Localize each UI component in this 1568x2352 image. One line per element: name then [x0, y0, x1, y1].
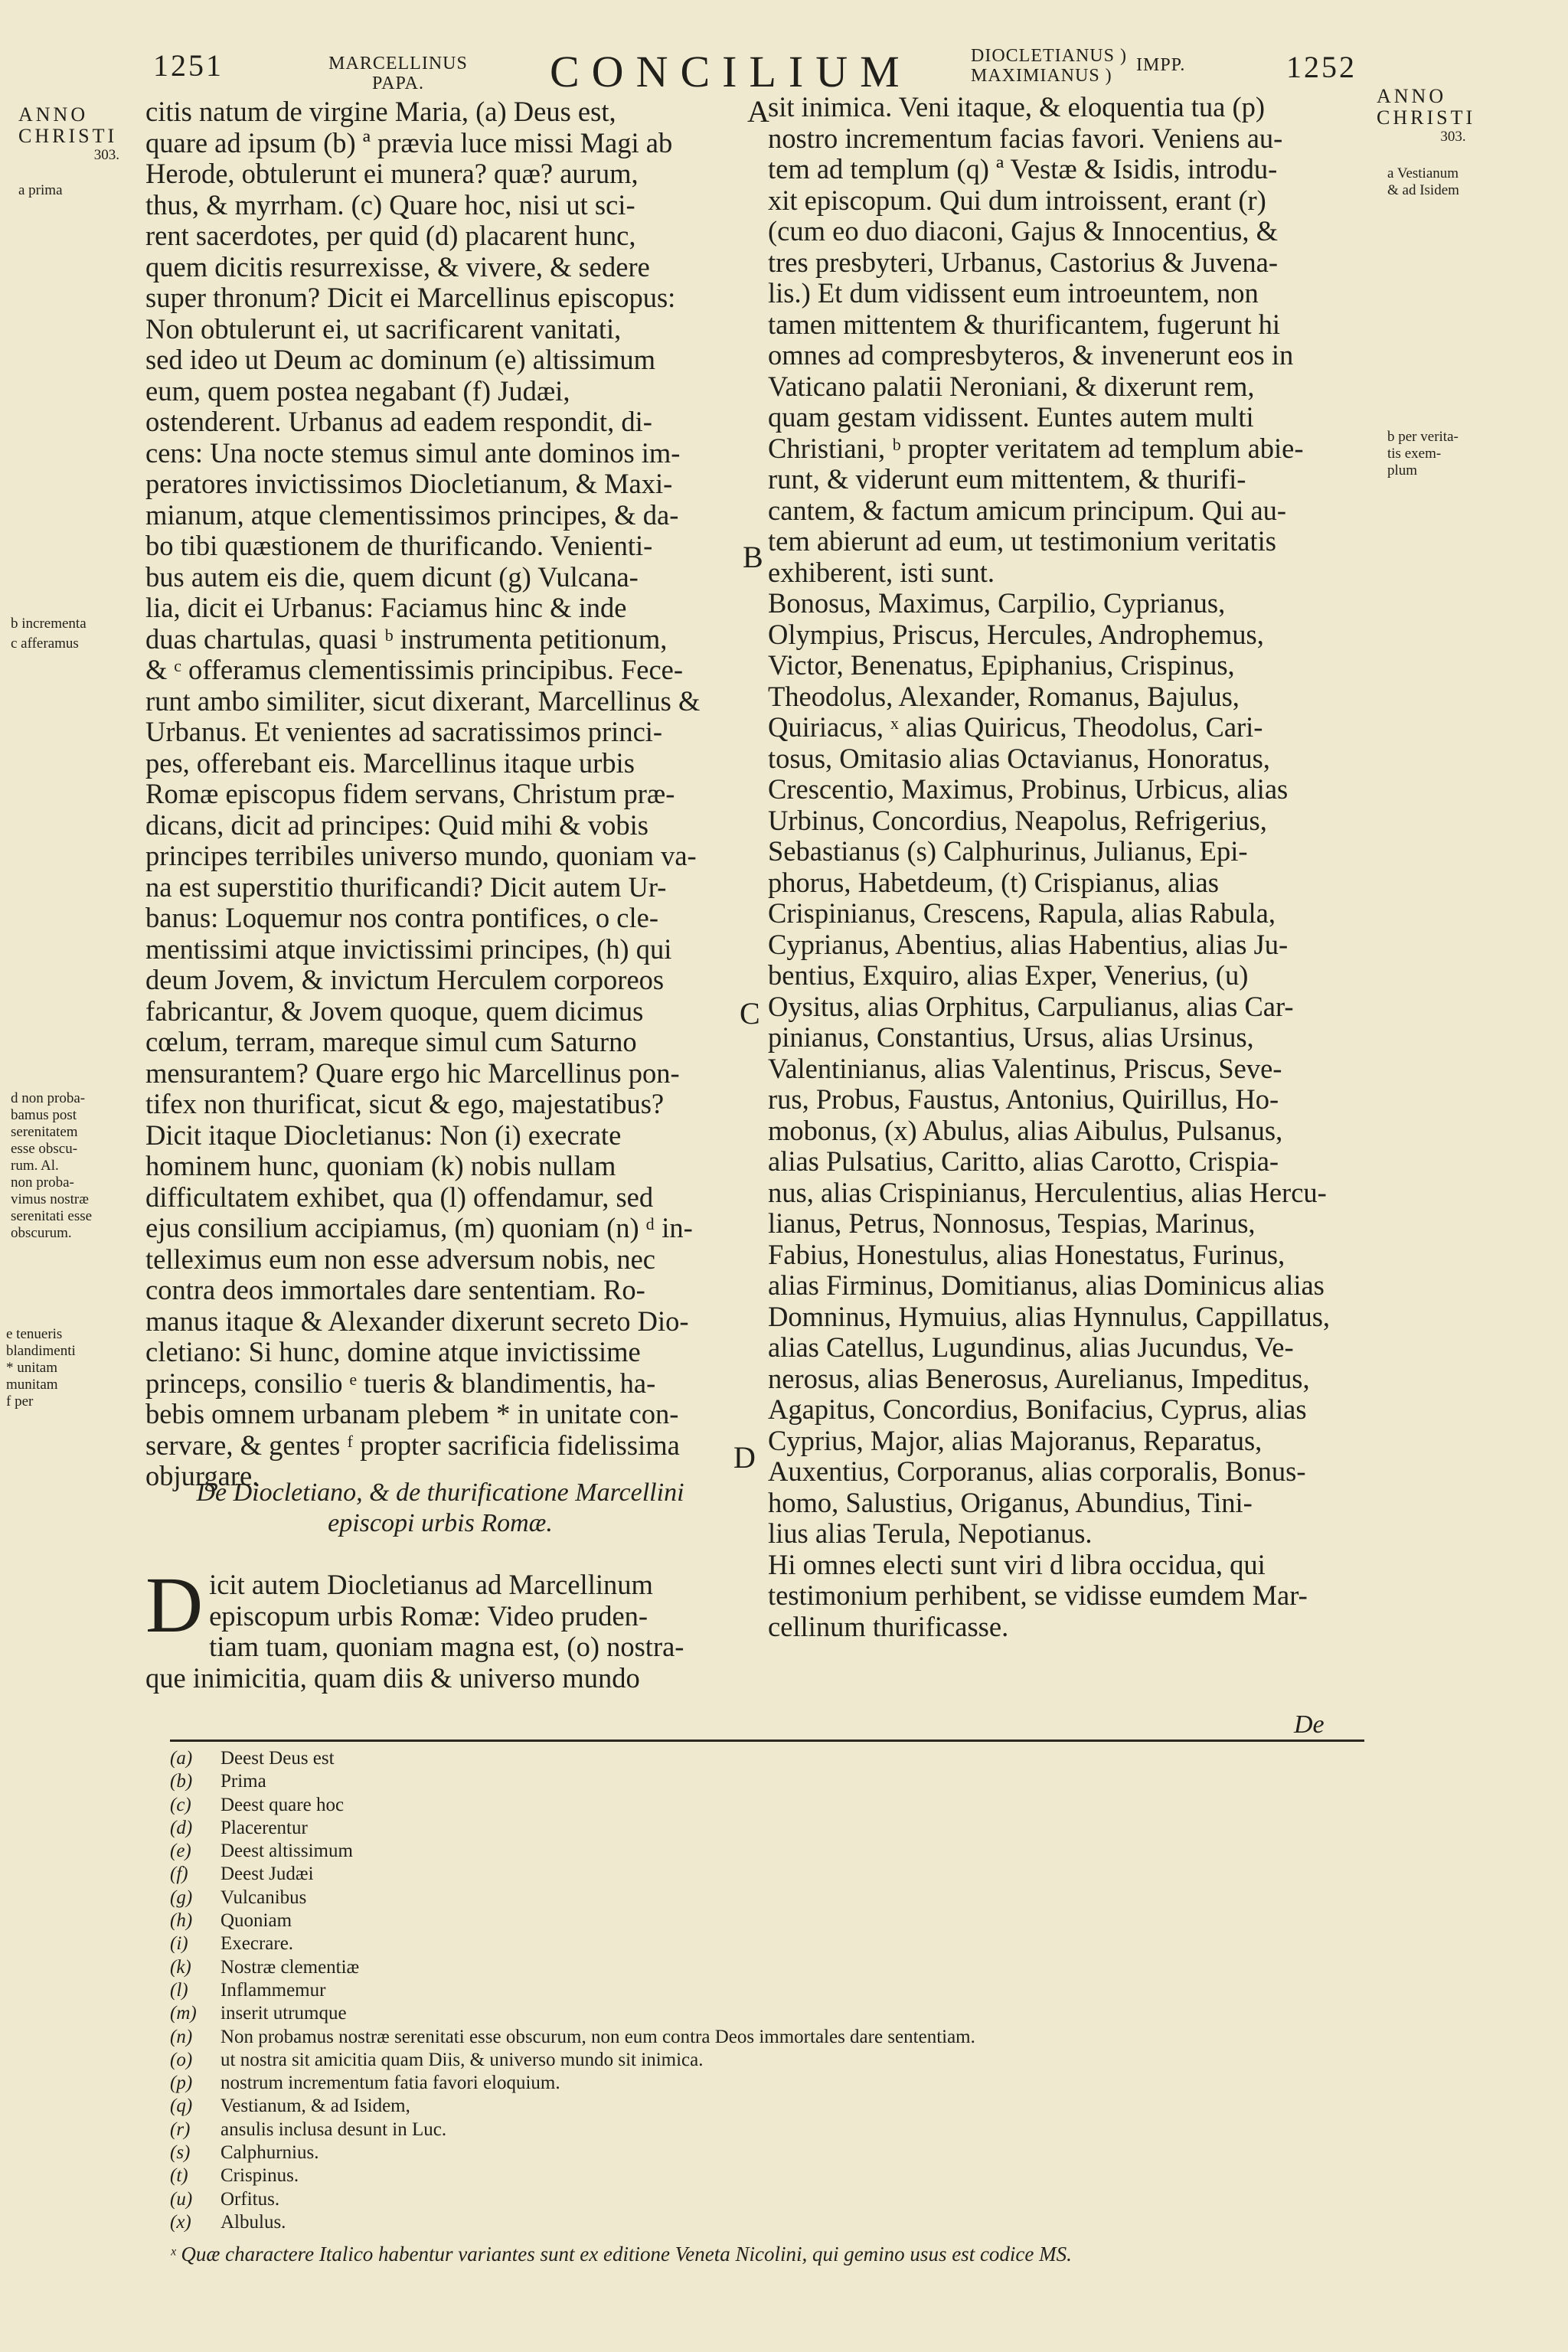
left-column-line: ostenderent. Urbanus ad eadem respondit, di-: [145, 406, 652, 437]
section-heading-line-1: De Diocletiano, & de thurificatione Marcellini: [196, 1478, 684, 1507]
footnote: [170, 1747, 1364, 1770]
left-column-line: mianum, atque clementissimos principes, & da-: [145, 498, 679, 531]
footnote-text: Crispinus.: [220, 2165, 299, 2187]
left-column-line: bus autem eis die, quem dicunt (g) Vulcana-: [145, 560, 639, 593]
page-title: CONCILIUM: [550, 47, 912, 96]
left-note-b: b incrementa: [11, 616, 87, 632]
section-letter-a: A: [747, 94, 769, 129]
right-column-line: alias Firminus, Domitianus, alias Dominicus alias: [768, 1269, 1325, 1301]
left-column-line: cœlum, terram, mareque simul cum Saturno: [145, 1026, 637, 1057]
left-column-line: mensurantem? Quare ergo hic Marcellinus pon-: [145, 1057, 680, 1089]
footnote-text: nostrum incrementum fatia favori eloquium.: [220, 2073, 560, 2094]
right-column-line: Bonosus, Maximus, Carpilio, Cyprianus,: [768, 587, 1226, 619]
left-column: [145, 96, 735, 1492]
footnote: [170, 2049, 1364, 2072]
right-column-line: cellinum thurificasse.: [768, 1610, 1009, 1642]
left-column-line: servare, & gentes ᶠ propter sacrificia fidelissima: [145, 1429, 680, 1461]
left-column-line: cens: Una nocte stemus simul ante dominos im-: [145, 436, 681, 469]
left-column-line: peratores invictissimos Diocletianum, & Maxi-: [145, 468, 673, 499]
right-column-line: alias Pulsatius, Caritto, alias Carotto, Crispia-: [768, 1145, 1279, 1177]
footnote-text: inserit utrumque: [220, 2003, 347, 2024]
footnote: [170, 1770, 1364, 1793]
left-margin-year: [18, 104, 149, 164]
right-column-line: omnes ad compresbyteros, & invenerunt eos in: [768, 339, 1294, 371]
right-column-line: Vaticano palatii Neroniani, & dixerunt rem,: [768, 370, 1255, 402]
margin-year-number: 303.: [93, 147, 119, 163]
footnotes: [170, 1747, 1364, 2234]
left-column-line: quare ad ipsum (b) ª prævia luce missi Magi ab: [145, 126, 673, 158]
right-column-line: nerosus, alias Benerosus, Aurelianus, Impeditus,: [768, 1362, 1310, 1394]
section-heading-line-2: episcopi urbis Romæ.: [328, 1509, 553, 1537]
footnote-key: (a): [170, 1748, 193, 1769]
right-column-line: Crescentio, Maximus, Probinus, Urbicus, alias: [768, 773, 1289, 805]
footnote-key: (o): [170, 2049, 193, 2070]
left-column-line: ejus consilium accipiamus, (m) quoniam (n) ᵈ in-: [145, 1212, 693, 1243]
margin-christi: CHRISTI: [18, 125, 118, 147]
right-column-line: testimonium perhibent, se vidisse eumdem Mar-: [768, 1579, 1308, 1611]
section-letter-d: D: [733, 1440, 756, 1475]
footnote-key: (m): [170, 2003, 197, 2024]
footnote-text: Albulus.: [220, 2211, 286, 2233]
section-letter-b: B: [743, 540, 763, 574]
footnote-text: Execrare.: [220, 1933, 294, 1955]
left-page-number: 1251: [153, 48, 224, 83]
footnote-key: (n): [170, 2026, 193, 2047]
footnote-key: (c): [170, 1794, 191, 1815]
left-column-line: eum, quem postea negabant (f) Judæi,: [145, 374, 570, 407]
left-column-line: sed ideo ut Deum ac dominum (e) altissimum: [145, 344, 656, 375]
right-column-line: Christiani, ᵇ propter veritatem ad templum abie-: [768, 432, 1304, 464]
footnote: [170, 1909, 1364, 1932]
left-column-line: Herode, obtulerunt ei munera? quæ? aurum,: [145, 158, 639, 189]
right-column-line: nostro incrementum facias favori. Veniens au-: [768, 122, 1283, 154]
left-column-line: Dicit itaque Diocletianus: Non (i) execrate: [145, 1119, 622, 1151]
footnote: [170, 1932, 1364, 1955]
right-column-line: alias Catellus, Lugundinus, alias Jucundus, Ve-: [768, 1331, 1294, 1363]
footnote: [170, 1979, 1364, 2002]
left-column-line: bebis omnem urbanam plebem * in unitate con-: [145, 1398, 679, 1429]
right-column-line: phorus, Habetdeum, (t) Crispianus, alias: [768, 866, 1219, 898]
left-column-line: difficultatem exhibet, qua (l) offendamur, sed: [145, 1181, 654, 1213]
footnote-text: Deest Judæi: [220, 1864, 314, 1885]
final-paragraph-lines: [145, 1561, 735, 1694]
right-column-line: Agapitus, Concordius, Bonifacius, Cyprus, alias: [768, 1393, 1307, 1425]
right-column-line: Crispinianus, Crescens, Rapula, alias Rabula,: [768, 897, 1276, 929]
left-column-line: duas chartulas, quasi ᵇ instrumenta petitionum,: [145, 622, 668, 655]
right-column-line: tem ad templum (q) ª Vestæ & Isidis, introdu-: [768, 153, 1278, 185]
left-column-line: deum Jovem, & invictum Herculem corporeos: [145, 964, 665, 995]
right-column-line: Auxentius, Corporanus, alias corporalis, Bonus-: [768, 1455, 1306, 1487]
footnote-text: ansulis inclusa desunt in Luc.: [220, 2118, 447, 2140]
left-note-d: d non proba- bamus post serenitatem esse obscu- rum. Al. non proba- vimus nostræ serenitati esse obscurum.: [11, 1090, 93, 1241]
footnote-key: (q): [170, 2096, 193, 2117]
right-column-line: rus, Probus, Faustus, Antonius, Quirillus, Ho-: [768, 1083, 1279, 1115]
footnote-text: Calphurnius.: [220, 2142, 319, 2164]
right-column-line: Quiriacus, ˣ alias Quiricus, Theodolus, Cari-: [768, 711, 1263, 743]
left-column-final-paragraph: [145, 1561, 735, 1694]
right-column-line: lius alias Terula, Nepotianus.: [768, 1517, 1093, 1549]
footnote-text: Inflammemur: [220, 1979, 326, 2001]
left-column-line: fabricantur, & Jovem quoque, quem dicimus: [145, 995, 644, 1027]
right-column-line: bentius, Exquiro, alias Exper, Venerius, (u): [768, 959, 1249, 991]
right-column-line: Sebastianus (s) Calphurinus, Julianus, Epi-: [768, 835, 1248, 867]
left-column-line: principes terribiles universo mundo, quoniam va-: [145, 840, 697, 871]
right-column-line: Fabius, Honestulus, alias Honestatus, Furinus,: [768, 1238, 1285, 1270]
right-column-line: sit inimica. Veni itaque, & eloquentia tua (p): [768, 91, 1266, 122]
right-column-line: Valentinianus, alias Valentinus, Priscus, Seve-: [768, 1052, 1282, 1084]
catchword: De: [1294, 1710, 1325, 1739]
right-column-line: Domninus, Hymuius, alias Hynnulus, Cappillatus,: [768, 1300, 1331, 1332]
footnote-text: Deest altissimum: [220, 1841, 353, 1862]
left-column-line: mentissimi atque invictissimi principes, (h) qui: [145, 933, 672, 965]
left-column-line: super thronum? Dicit ei Marcellinus episcopus:: [145, 282, 676, 313]
footnote-rule: [170, 1740, 1364, 1742]
footnote-key: (e): [170, 1841, 191, 1862]
footnote-key: (p): [170, 2073, 193, 2094]
final-paragraph-line: tiam tuam, quoniam magna est, (o) nostra-: [209, 1631, 684, 1662]
right-column-line: Victor, Benenatus, Epiphanius, Crispinus,: [768, 649, 1235, 681]
left-column-line: princeps, consilio ᵉ tueris & blandimentis, ha-: [145, 1367, 656, 1399]
margin-christi-right: CHRISTI: [1377, 106, 1476, 129]
footnote: [170, 2072, 1364, 2095]
left-column-line: cletiano: Si hunc, domine atque invictissime: [145, 1336, 641, 1367]
left-column-line: na est superstitio thurificandi? Dicit autem Ur-: [145, 871, 667, 903]
footnote: [170, 1817, 1364, 1840]
margin-anno-right: ANNO: [1377, 85, 1447, 107]
right-column-line: Olympius, Priscus, Hercules, Androphemus,: [768, 618, 1264, 650]
footnote-key: (u): [170, 2188, 193, 2210]
left-column-line: pes, offerebant eis. Marcellinus itaque urbis: [145, 746, 635, 779]
footnote-text: Quoniam: [220, 1910, 292, 1932]
right-column-line: tem abierunt ad eum, ut testimonium veritatis: [768, 525, 1276, 557]
footnote: [170, 2141, 1364, 2164]
left-column-line: telleximus eum non esse adversum nobis, nec: [145, 1243, 655, 1275]
margin-year-number-right: 303.: [1440, 129, 1466, 145]
left-column-line: Non obtulerunt ei, ut sacrificarent vanitati,: [145, 312, 622, 345]
right-column-line: tosus, Omitasio alias Octavianus, Honoratus,: [768, 742, 1270, 774]
right-column-line: lis.) Et dum vidissent eum introeuntem, non: [768, 277, 1259, 309]
left-column-line: banus: Loquemur nos contra pontifices, o cle-: [145, 902, 658, 933]
footnote-key: (i): [170, 1933, 188, 1955]
footnote: [170, 1840, 1364, 1863]
left-column-line: Romæ episcopus fidem servans, Christum præ-: [145, 778, 675, 809]
final-footnote: ˣ Quæ charactere Italico habentur variantes sunt ex editione Veneta Nicolini, qui gemino usus est codice MS.: [170, 2243, 1072, 2265]
footnote: [170, 2026, 1364, 2049]
footnote-key: (h): [170, 1910, 193, 1932]
left-column-line: runt ambo similiter, sicut dixerant, Marcellinus &: [145, 684, 701, 717]
footnote: [170, 2164, 1364, 2187]
margin-anno: ANNO: [18, 103, 89, 126]
footnote-text: Prima: [220, 1771, 266, 1792]
drop-cap: D: [145, 1561, 204, 1649]
left-column-line: dicans, dicit ad principes: Quid mihi & vobis: [145, 808, 648, 841]
footnote: [170, 2002, 1364, 2025]
footnote-text: Deest quare hoc: [220, 1794, 345, 1815]
right-running-head-line-1: DIOCLETIANUS ): [971, 46, 1127, 66]
footnote: [170, 2211, 1364, 2234]
footnote: [170, 2188, 1364, 2211]
right-column-line: exhiberent, isti sunt.: [768, 556, 995, 588]
footnote-key: (r): [170, 2118, 191, 2140]
section-heading: [145, 1478, 735, 1539]
final-paragraph-line: icit autem Diocletianus ad Marcellinum: [209, 1569, 653, 1600]
left-note-c: c afferamus: [11, 635, 79, 652]
left-note-e: e tenueris blandimenti * unitam munitam f per: [6, 1326, 76, 1410]
right-margin-year: [1377, 86, 1530, 145]
footnote-key: (g): [170, 1886, 193, 1908]
right-column-line: quam gestam vidissent. Euntes autem multi: [768, 401, 1254, 433]
left-column-line: thus, & myrrham. (c) Quare hoc, nisi ut sci-: [145, 188, 635, 220]
footnote-key: (l): [170, 1979, 188, 2001]
final-paragraph-line: que inimicitia, quam diis & universo mundo: [145, 1661, 640, 1694]
footnote-text: Placerentur: [220, 1817, 308, 1838]
right-column-line: (cum eo duo diaconi, Gajus & Innocentius, &: [768, 215, 1278, 247]
footnote-key: (f): [170, 1864, 188, 1885]
footnote-key: (k): [170, 1956, 191, 1978]
footnote-text: Deest Deus est: [220, 1748, 335, 1769]
left-column-line: bo tibi quæstionem de thurificando. Venienti-: [145, 530, 653, 561]
footnote-text: Orfitus.: [220, 2188, 280, 2210]
left-column-line: hominem hunc, quoniam (k) nobis nullam: [145, 1150, 616, 1181]
left-column-line: & ᶜ offeramus clementissimis principibus. Fece-: [145, 654, 684, 685]
left-column-line: quem dicitis resurrexisse, & vivere, & sedere: [145, 250, 650, 283]
footnote: [170, 2118, 1364, 2141]
right-column-line: mobonus, (x) Abulus, alias Aibulus, Pulsanus,: [768, 1114, 1283, 1146]
footnote-text: Non probamus nostræ serenitati esse obscurum, non eum contra Deos immortales dare sententiam.: [220, 2026, 975, 2047]
footnote: [170, 1956, 1364, 1979]
right-column-line: Urbinus, Concordius, Neapolus, Refrigerius,: [768, 804, 1267, 836]
right-column-line: Hi omnes electi sunt viri d libra occidua, qui: [768, 1548, 1266, 1580]
left-column-line: manus itaque & Alexander dixerunt secreto Dio-: [145, 1305, 689, 1337]
left-column-line: lia, dicit ei Urbanus: Faciamus hinc & inde: [145, 592, 627, 623]
footnote-key: (b): [170, 1771, 193, 1792]
right-page-number: 1252: [1286, 50, 1357, 84]
right-column-line: Cyprianus, Abentius, alias Habentius, alias Ju-: [768, 928, 1289, 960]
footnote: [170, 1794, 1364, 1817]
footnote-key: (t): [170, 2165, 188, 2187]
footnote-text: Vestianum, & ad Isidem,: [220, 2096, 410, 2117]
footnote: [170, 1886, 1364, 1909]
left-column-line: rent sacerdotes, per quid (d) placarent hunc,: [145, 220, 636, 251]
left-column-line: objurgare.: [145, 1460, 260, 1491]
right-column-line: tres presbyteri, Urbanus, Castorius & Juvena-: [768, 246, 1278, 278]
left-column-line: contra deos immortales dare sententiam. Ro-: [145, 1274, 645, 1305]
right-column-line: runt, & viderunt eum mittentem, & thurifi-: [768, 463, 1246, 495]
footnote-key: (x): [170, 2211, 191, 2233]
left-running-head-line-1: MARCELLINUS: [328, 54, 468, 74]
right-column-line: lianus, Petrus, Nonnosus, Tespias, Marinus,: [768, 1207, 1256, 1239]
left-column-line: citis natum de virgine Maria, (a) Deus est,: [145, 96, 616, 127]
left-note-a: a prima: [18, 182, 63, 198]
section-letter-c: C: [740, 996, 760, 1031]
right-column-line: cantem, & factum amicum principum. Qui au-: [768, 494, 1287, 526]
footnote: [170, 1863, 1364, 1886]
final-paragraph-line: episcopum urbis Romæ: Video pruden-: [209, 1599, 648, 1632]
left-column-line: tifex non thurificat, sicut & ego, majestatibus?: [145, 1088, 665, 1119]
left-running-head-line-2: PAPA.: [372, 74, 424, 93]
right-column-line: Cyprius, Major, alias Majoranus, Reparatus,: [768, 1424, 1263, 1456]
right-column-line: Oysitus, alias Orphitus, Carpulianus, alias Car-: [768, 990, 1294, 1022]
right-column-line: tamen mittentem & thurificantem, fugerunt hi: [768, 308, 1280, 340]
right-column-line: Theodolus, Alexander, Romanus, Bajulus,: [768, 680, 1240, 712]
right-column-line: xit episcopum. Qui dum introissent, erant (r): [768, 184, 1266, 216]
footnote-text: Nostræ clementiæ: [220, 1956, 360, 1978]
left-column-line: Urbanus. Et venientes ad sacratissimos princi-: [145, 716, 663, 747]
footnote-key: (d): [170, 1817, 193, 1838]
right-note-b: b per verita- tis exem- plum: [1387, 429, 1459, 479]
right-column-line: nus, alias Crispinianus, Herculentius, alias Hercu-: [768, 1176, 1327, 1208]
right-running-head-line-2: MAXIMIANUS ): [971, 66, 1112, 86]
footnote-text: Vulcanibus: [220, 1886, 307, 1908]
footnote-key: (s): [170, 2142, 191, 2164]
right-note-a: a Vestianum & ad Isidem: [1387, 165, 1459, 198]
footnote: [170, 2095, 1364, 2118]
footnote-text: ut nostra sit amicitia quam Diis, & universo mundo sit inimica.: [220, 2049, 704, 2070]
right-column-line: pinianus, Constantius, Ursus, alias Ursinus,: [768, 1021, 1254, 1053]
right-column-line: homo, Salustius, Origanus, Abundius, Tini-: [768, 1486, 1253, 1518]
right-column: [768, 92, 1364, 1642]
right-running-head-impp: IMPP.: [1136, 55, 1186, 75]
